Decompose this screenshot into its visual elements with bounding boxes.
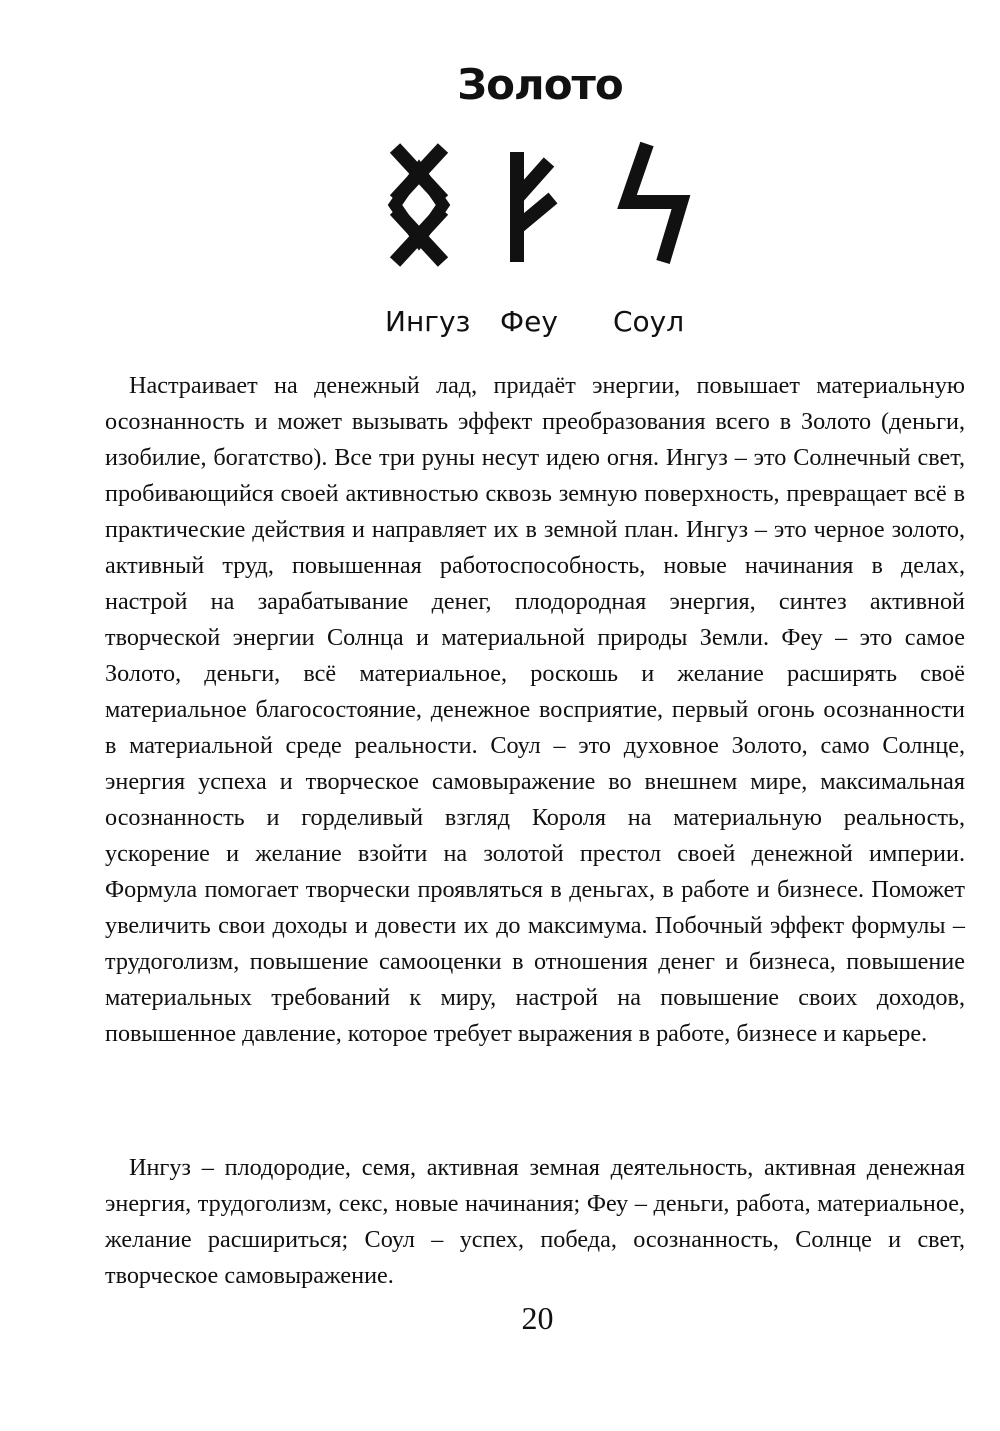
rune-labels xyxy=(0,305,1000,345)
sowilo-rune-icon xyxy=(627,144,681,262)
rune-label-ingwaz: Ингуз xyxy=(385,305,471,338)
page-title: Золото xyxy=(457,60,623,109)
rune-label-sowilo: Соул xyxy=(613,305,685,338)
page-number: 20 xyxy=(521,1300,554,1336)
paragraph-description: Настраивает на денежный лад, придаёт энергии, повышает материальную осознанность и может вызывать эффект преобразования всего в Золото (деньги, изобилие, богатство). Все три руны несут идею огня. Ингуз – это Солнечный свет, пробивающийся своей активностью сквозь земную поверхность, превращает всё в практические действия и направляет их в земной план. Ингуз – это черное золото, активный труд, повышенная работоспособность, новые начинания в делах, настрой на зарабатывание денег, плодородная энергия, синтез активной творческой энергии Солнца и материальной природы Земли. Феу – это самое Золото, деньги, всё материальное, роскошь и желание расширять своё материальное благосостояние, денежное восприятие, первый огонь осознанности в материальной среде реальности. Соул – это духовное Золото, само Солнце, энергия успеха и творческое самовыражение во внешнем мире, максимальная осознанность и горделивый взгляд Короля на материальную реальность, ускорение и желание взойти на золотой престол своей денежной империи. Формула помогает творчески проявляться в деньгах, в работе и бизнесе. Поможет увеличить свои доходы и довести их до максимума. Побочный эффект формулы – трудоголизм, повышение самооценки в отношения денег и бизнеса, повышение материальных требований к миру, настрой на повышение своих доходов, повышенное давление, которое требует выражения в работе, бизнесе и карьере. xyxy=(105,372,965,1047)
rune-label-fehu: Феу xyxy=(500,305,558,338)
fehu-rune-icon xyxy=(517,152,553,262)
rune-formula xyxy=(385,140,705,270)
ingwaz-rune-icon xyxy=(395,148,443,262)
paragraph-summary: Ингуз – плодородие, семя, активная земная деятельность, активная денежная энергия, трудоголизм, секс, новые начинания; Феу – деньги, работа, материальное, желание расшириться; Соул – успех, победа, осознанность, Солнце и свет, творческое самовыражение. xyxy=(105,1154,965,1289)
